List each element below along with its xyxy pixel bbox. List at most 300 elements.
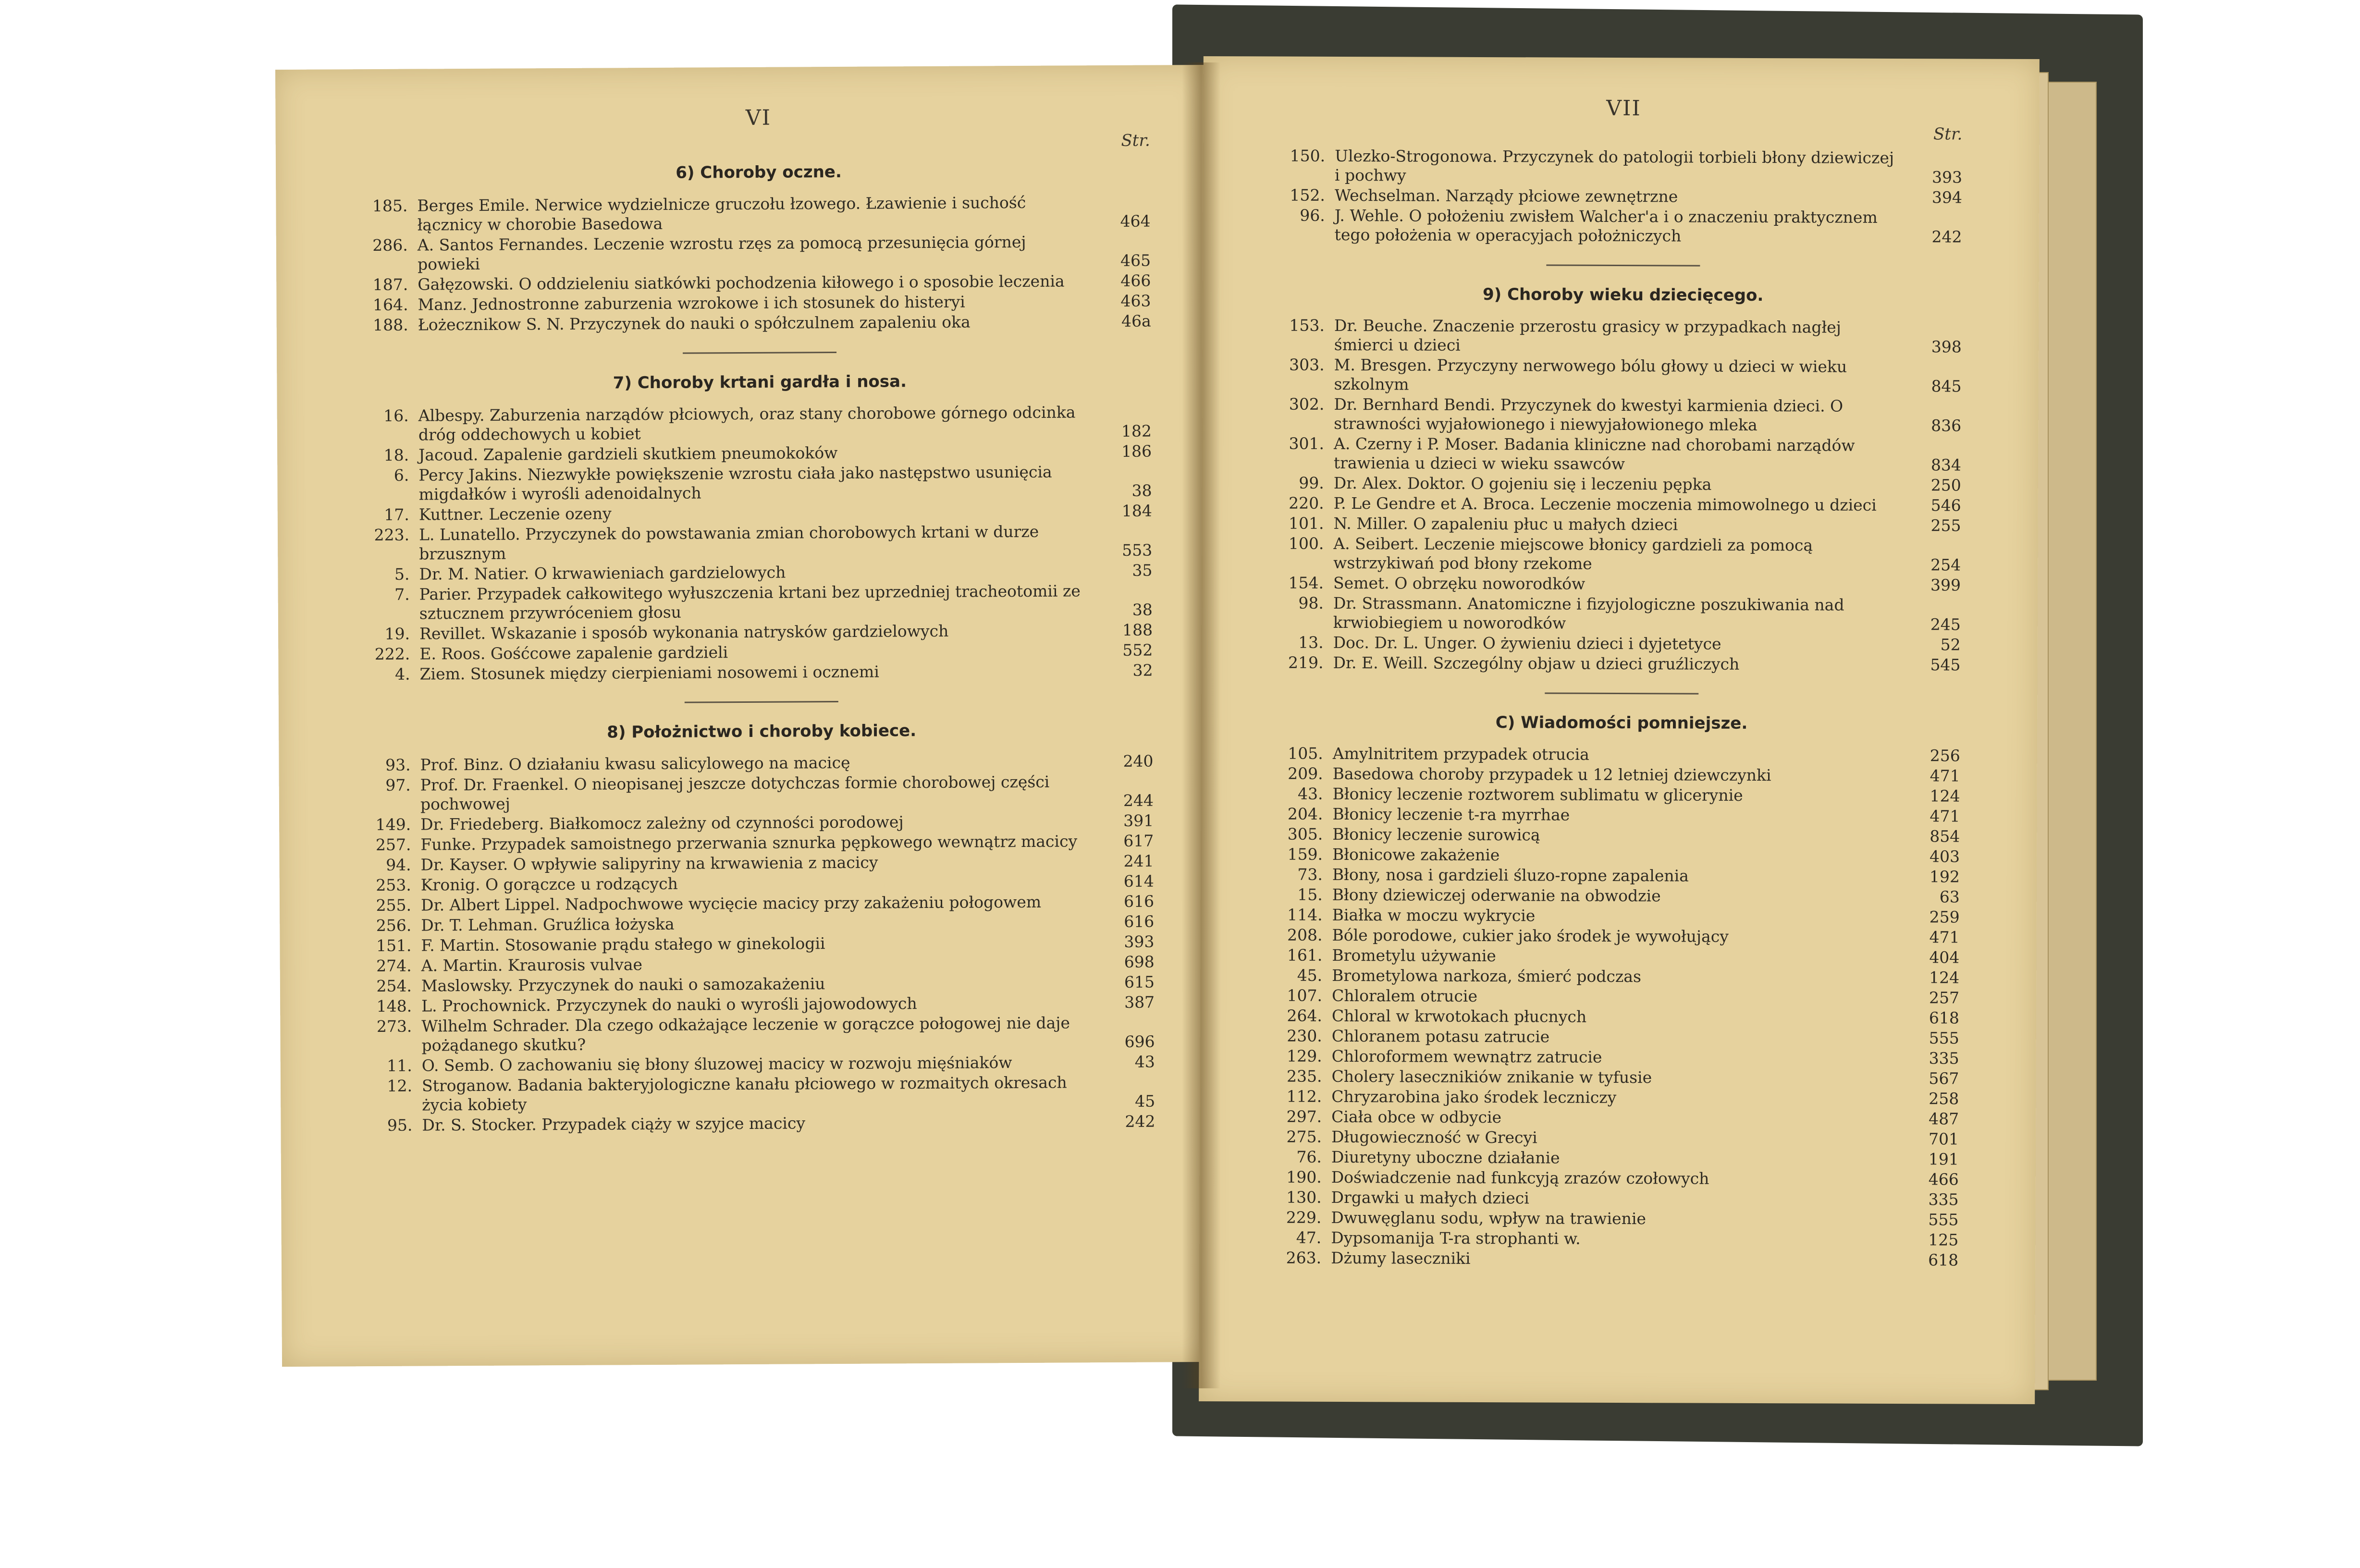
entry-title: Diuretyny uboczne działanie <box>1331 1147 1560 1167</box>
entry-number: 17. <box>384 505 409 524</box>
index-entry <box>1281 1249 1958 1270</box>
index-entry <box>1281 1228 1958 1250</box>
entry-page: 854 <box>1930 827 1960 846</box>
entry-page: 618 <box>1929 1008 1959 1028</box>
entry-number: 208. <box>1287 925 1323 944</box>
index-entry <box>1281 1127 1959 1149</box>
entry-title: Revillet. Wskazanie i sposób wykonania natrysków gardzielowych <box>419 621 949 643</box>
entry-number: 154. <box>1288 573 1324 592</box>
entry-page: 399 <box>1930 576 1961 595</box>
entry-number: 256. <box>376 916 412 935</box>
entry-title: Percy Jakins. Niezwykłe powiększenie wzrostu ciała jako następstwo usunięcia migdałków i wyrośli adenoidalnych <box>418 462 1052 504</box>
index-entry <box>1281 1188 1959 1210</box>
index-entry <box>369 581 1153 624</box>
index-entry <box>1282 825 1960 846</box>
entry-number: 187. <box>372 275 408 294</box>
index-entry <box>369 641 1153 664</box>
entry-number: 100. <box>1288 534 1324 553</box>
entry-number: 112. <box>1286 1087 1322 1106</box>
index-entry <box>1284 494 1961 515</box>
entry-title: Wilhelm Schrader. Dla czego odkażające leczenie w gorączce połogowej nie daje pożądanego skutku? <box>421 1013 1070 1055</box>
entry-title: Stroganow. Badania bakteryjologiczne kanału płciowego w rozmaitych okresach życia kobiety <box>421 1073 1067 1115</box>
entry-title: N. Miller. O zapaleniu płuc u małych dzieci <box>1333 514 1678 534</box>
entry-title: Dypsomanija T-ra strophanti w. <box>1331 1228 1581 1248</box>
entry-number: 5. <box>394 564 410 584</box>
entry-page: 836 <box>1931 416 1962 435</box>
index-entry <box>368 312 1151 335</box>
index-entry <box>368 232 1151 275</box>
entry-title: Doświadczenie nad funkcyją zrazów czołowych <box>1331 1167 1709 1188</box>
entry-title: Dr. Alex. Doktor. O gojeniu się i leczeniu pępka <box>1333 473 1712 494</box>
entry-number: 98. <box>1298 593 1324 612</box>
entry-title: Ciała obce w odbycie <box>1331 1107 1502 1127</box>
entry-page: 125 <box>1928 1230 1959 1250</box>
entry-title: Kuttner. Leczenie ozeny <box>418 504 612 524</box>
index-entry <box>368 271 1151 295</box>
index-entry <box>1284 395 1961 436</box>
entry-page: 614 <box>1123 871 1154 891</box>
entry-number: 204. <box>1287 804 1323 823</box>
entry-number: 190. <box>1286 1167 1322 1187</box>
entry-title: Łożecznikow S. N. Przyczynek do nauki o spółczulnem zapaleniu oka <box>418 312 971 334</box>
entry-title: Dżumy laseczniki <box>1331 1248 1471 1268</box>
entry-number: 263. <box>1286 1248 1322 1267</box>
index-entry <box>370 832 1154 855</box>
entry-title: Chryzarobina jako środek leczniczy <box>1331 1087 1617 1107</box>
entry-page: 256 <box>1930 746 1960 765</box>
entry-number: 45. <box>1297 966 1323 985</box>
entry-title: Dwuwęglanu sodu, wpływ na trawienie <box>1331 1208 1647 1228</box>
section-title: 6) Choroby oczne. <box>676 162 842 183</box>
entry-page: 465 <box>1120 251 1151 270</box>
entry-number: 73. <box>1297 865 1323 884</box>
entry-page: 245 <box>1930 615 1961 634</box>
entry-title: A. Seibert. Leczenie miejscowe błonicy gardzieli za pomocą wstrzykiwań pod błony rzekome <box>1333 534 1813 573</box>
entry-page: 391 <box>1123 811 1154 830</box>
left-page-sections <box>367 161 1155 1136</box>
entry-number: 254. <box>376 976 412 996</box>
entry-number: 223. <box>374 525 410 545</box>
entry-page: 188 <box>1122 620 1153 639</box>
section-divider <box>1545 692 1698 694</box>
entry-number: 4. <box>394 664 410 684</box>
entry-title: Funke. Przypadek samoistnego przerwania sznurka pępkowego wewnątrz macicy <box>420 832 1078 854</box>
index-entry <box>369 561 1152 585</box>
entry-number: 114. <box>1287 905 1323 924</box>
entry-page: 616 <box>1123 892 1155 911</box>
entry-page: 182 <box>1121 421 1152 441</box>
index-entry <box>1283 744 1960 766</box>
entry-page: 463 <box>1120 291 1151 310</box>
entry-page: 184 <box>1121 501 1152 520</box>
entry-number: 130. <box>1286 1188 1322 1207</box>
entry-page: 259 <box>1929 907 1960 927</box>
entry-title: Dr. T. Lehman. Gruźlica łożyska <box>421 914 675 935</box>
entry-title: Prof. Binz. O działaniu kwasu salicylowego na macicę <box>420 753 850 774</box>
entry-page: 258 <box>1929 1089 1959 1108</box>
entry-title: Dr. Albert Lippel. Nadpochwowe wycięcie macicy przy zakażeniu połogowem <box>420 892 1042 915</box>
index-entry <box>367 193 1150 235</box>
entry-number: 219. <box>1288 653 1324 672</box>
entry-page: 257 <box>1929 988 1960 1007</box>
entry-number: 13. <box>1298 633 1324 652</box>
index-entry <box>1284 316 1962 357</box>
right-page-sections <box>1281 284 1962 1270</box>
entry-number: 286. <box>372 235 408 255</box>
section-title: C) Wiadomości pomniejsze. <box>1495 713 1748 733</box>
entry-number: 97. <box>385 775 411 795</box>
entry-page: 552 <box>1122 640 1153 660</box>
index-entry <box>371 1013 1155 1056</box>
entry-number: 149. <box>375 815 411 834</box>
right-page <box>1199 56 2040 1404</box>
index-entry <box>1281 1107 1959 1129</box>
entry-number: 230. <box>1287 1026 1322 1045</box>
entry-title: Chloroformem wewnątrz zatrucie <box>1331 1046 1602 1066</box>
entry-page: 398 <box>1931 337 1962 356</box>
entry-title: Berges Emile. Nerwice wydzielnicze gruczołu łzowego. Łzawienie i suchość łącznicy w chorobie Basedowa <box>417 193 1026 234</box>
entry-number: 253. <box>376 875 411 895</box>
entry-title: Jacoud. Zapalenie gardzieli skutkiem pneumokoków <box>418 443 838 465</box>
index-entry <box>1284 474 1961 495</box>
entry-number: 94. <box>386 855 411 874</box>
index-entry <box>371 973 1155 996</box>
entry-number: 43. <box>1297 784 1323 803</box>
entry-page: 616 <box>1124 912 1155 931</box>
page-column-label: Str. <box>1121 131 1150 150</box>
index-entry <box>370 752 1153 775</box>
entry-number: 302. <box>1289 394 1325 414</box>
entry-title: Błonicowe zakażenie <box>1332 845 1500 865</box>
entry-title: A. Czerny i P. Moser. Badania kliniczne nad chorobami narządów trawienia u dzieci w wieku ssawców <box>1333 434 1855 474</box>
index-entry <box>371 912 1154 936</box>
entry-page: 32 <box>1132 661 1153 680</box>
entry-number: 76. <box>1296 1147 1322 1166</box>
index-entry <box>1282 1006 1959 1028</box>
entry-page: 487 <box>1929 1109 1959 1128</box>
entry-page: 698 <box>1124 952 1155 971</box>
entry-title: Wechselman. Narządy płciowe zewnętrzne <box>1334 185 1678 206</box>
entry-number: 150. <box>1290 146 1326 165</box>
entry-page: 393 <box>1931 168 1963 187</box>
index-entry <box>1282 926 1959 947</box>
entry-title: Cholery lasecznikiów znikanie w tyfusie <box>1331 1066 1652 1087</box>
entry-page: 845 <box>1931 377 1962 396</box>
section-title: 7) Choroby krtani gardła i nosa. <box>613 372 907 393</box>
index-entry <box>1282 946 1959 968</box>
entry-number: 6. <box>393 466 409 485</box>
section-divider <box>685 701 838 703</box>
entry-page: 555 <box>1929 1029 1959 1048</box>
entry-title: Dr. Beuche. Znaczenie przerostu grasicy w przypadkach nagłej śmierci u dzieci <box>1334 316 1842 355</box>
index-entry <box>1283 633 1961 655</box>
entry-title: M. Bresgen. Przyczyny nerwowego bólu głowy u dzieci w wieku szkolnym <box>1334 355 1847 394</box>
entry-number: 15. <box>1297 885 1323 904</box>
entry-page: 242 <box>1931 227 1962 246</box>
entry-page: 567 <box>1929 1069 1959 1088</box>
entry-number: 164. <box>372 295 408 315</box>
entry-page: 241 <box>1123 851 1154 870</box>
entry-title: P. Le Gendre et A. Broca. Leczenie moczenia mimowolnego u dzieci <box>1333 493 1877 514</box>
entry-title: Brometylowa narkoza, śmierć podczas <box>1332 966 1641 986</box>
entry-number: 161. <box>1287 945 1323 965</box>
entry-title: Dr. S. Stocker. Przypadek ciąży w szyjce macicy <box>422 1114 806 1135</box>
entry-title: L. Prochownick. Przyczynek do nauki o wyrośli jajowodowych <box>421 994 917 1016</box>
open-book <box>259 10 2143 1441</box>
entry-number: 105. <box>1288 744 1323 763</box>
page-column-label: Str. <box>1933 124 1963 144</box>
entry-title: Białka w moczu wykrycie <box>1332 905 1536 925</box>
entry-title: Dr. Bernhard Bendi. Przyczynek do kwestyi karmienia dzieci. O strawności wyjałowionego i niewyjałowionego mleka <box>1334 394 1844 435</box>
entry-number: 185. <box>372 196 408 216</box>
entry-page: 696 <box>1124 1032 1155 1051</box>
entry-page: 186 <box>1121 441 1152 461</box>
entry-page: 124 <box>1930 786 1960 806</box>
entry-number: 274. <box>376 956 412 976</box>
entry-page: 250 <box>1930 476 1961 495</box>
entry-number: 303. <box>1289 355 1325 374</box>
entry-title: Gałęzowski. O oddzieleniu siatkówki pochodzenia kiłowego i o sposobie leczenia <box>418 271 1065 294</box>
index-entry <box>369 403 1152 445</box>
entry-title: Parier. Przypadek całkowitego wyłuszczenia krtani bez uprzedniej tracheotomii ze sztucznem przywróceniem głosu <box>419 581 1081 623</box>
index-entry <box>1282 1047 1959 1068</box>
entry-number: 107. <box>1287 986 1323 1005</box>
entry-number: 12. <box>387 1076 413 1095</box>
section-title: 9) Choroby wieku dziecięcego. <box>1482 285 1764 306</box>
index-entry <box>369 661 1153 685</box>
index-entry <box>1284 355 1961 396</box>
entry-number: 148. <box>376 996 412 1016</box>
index-entry <box>1285 186 1962 208</box>
index-entry <box>371 993 1155 1017</box>
entry-number: 305. <box>1287 824 1323 844</box>
entry-title: O. Semb. O zachowaniu się błony śluzowej macicy w rozwoju mięśniaków <box>421 1053 1012 1075</box>
entry-page: 255 <box>1930 516 1961 535</box>
entry-page: 244 <box>1123 791 1154 810</box>
entry-page: 192 <box>1929 867 1960 886</box>
entry-page: 546 <box>1930 496 1961 515</box>
index-entry <box>371 932 1154 956</box>
entry-number: 222. <box>374 644 410 664</box>
entry-title: Bóle porodowe, cukier jako środek je wywołujący <box>1332 925 1729 946</box>
entry-page: 545 <box>1930 655 1961 674</box>
entry-title: Doc. Dr. L. Unger. O żywieniu dzieci i dyjetetyce <box>1333 633 1721 653</box>
section-title: 8) Położnictwo i choroby kobiece. <box>607 721 917 742</box>
entry-title: Chloranem potasu zatrucie <box>1331 1026 1550 1046</box>
index-entry <box>369 502 1152 525</box>
entry-title: E. Roos. Gośćcowe zapalenie gardzieli <box>419 643 728 663</box>
entry-number: 297. <box>1286 1107 1322 1126</box>
page-number: VII <box>1606 96 1641 121</box>
index-entry <box>1283 574 1961 595</box>
index-entry <box>1282 805 1960 826</box>
entry-number: 235. <box>1286 1066 1322 1086</box>
index-entry <box>1281 1148 1959 1169</box>
entry-number: 96. <box>1300 206 1325 225</box>
entry-number: 101. <box>1288 514 1324 533</box>
entry-page: 38 <box>1132 600 1153 619</box>
index-entry <box>1281 1168 1959 1189</box>
entry-title: Ziem. Stosunek między cierpieniami nosowemi i ocznemi <box>419 662 879 684</box>
index-entry <box>369 621 1153 644</box>
entry-title: Chloralem otrucie <box>1332 986 1478 1005</box>
index-entry <box>1283 514 1961 536</box>
entry-title: Długowieczność w Grecyi <box>1331 1127 1537 1147</box>
entry-page: 701 <box>1928 1129 1959 1149</box>
index-entry <box>372 1112 1155 1136</box>
entry-number: 19. <box>384 624 410 643</box>
entry-title: Amylnitritem przypadek otrucia <box>1332 744 1589 764</box>
entry-page: 38 <box>1131 481 1152 500</box>
index-entry <box>1281 1067 1959 1089</box>
entry-page: 45 <box>1135 1091 1155 1111</box>
book-gutter <box>1182 62 1220 1388</box>
index-entry <box>1282 865 1960 887</box>
entry-page: 618 <box>1928 1250 1959 1270</box>
entry-number: 47. <box>1296 1228 1322 1247</box>
index-entry <box>1285 147 1962 187</box>
index-entry <box>1285 206 1962 247</box>
entry-page: 387 <box>1124 992 1155 1012</box>
entry-page: 254 <box>1930 555 1961 575</box>
entry-page: 43 <box>1134 1052 1155 1071</box>
entry-title: Dr. Strassmann. Anatomiczne i fizyjologiczne poszukiwania nad krwiobiegiem u noworodków <box>1333 593 1844 633</box>
entry-page: 471 <box>1930 766 1960 785</box>
entry-number: 255. <box>376 895 412 915</box>
entry-title: Dr. E. Weill. Szczególny objaw u dzieci gruźliczych <box>1333 653 1740 674</box>
index-entry <box>370 772 1154 815</box>
entry-number: 159. <box>1287 845 1323 864</box>
entry-title: Dr. Friedeberg. Białkomocz zależny od czynności porodowej <box>420 812 904 834</box>
entry-page: 335 <box>1929 1049 1959 1068</box>
index-entry <box>1282 1027 1959 1048</box>
entry-number: 7. <box>394 585 410 604</box>
index-entry <box>1283 594 1961 635</box>
entry-page: 124 <box>1929 968 1960 987</box>
entry-number: 188. <box>373 315 408 335</box>
entry-number: 95. <box>387 1115 413 1135</box>
entry-number: 264. <box>1287 1006 1322 1025</box>
entry-title: Błonicy leczenie surowicą <box>1332 824 1540 845</box>
entry-number: 273. <box>376 1017 412 1036</box>
entry-title: Kronig. O gorączce u rodzących <box>420 874 678 894</box>
index-entry <box>369 522 1152 564</box>
entry-page: 242 <box>1125 1112 1155 1131</box>
entry-page: 240 <box>1123 751 1154 771</box>
entry-page: 63 <box>1939 887 1960 906</box>
entry-page: 393 <box>1124 932 1155 951</box>
index-entry <box>1282 906 1960 927</box>
index-entry <box>1282 986 1959 1008</box>
section-divider <box>1546 264 1700 266</box>
entry-page: 615 <box>1124 972 1155 992</box>
entry-number: 209. <box>1288 764 1323 783</box>
entry-number: 16. <box>383 406 409 425</box>
section-divider <box>683 352 836 354</box>
entry-page: 471 <box>1930 807 1960 826</box>
entry-page: 35 <box>1132 561 1153 580</box>
entry-page: 471 <box>1929 928 1960 947</box>
entry-title: L. Lunatello. Przyczynek do powstawania zmian chorobowych krtani w durze brzusznym <box>418 522 1039 564</box>
entry-page: 404 <box>1929 948 1960 967</box>
entry-title: Brometylu używanie <box>1332 945 1496 966</box>
entry-page: 394 <box>1931 188 1962 207</box>
entry-page: 52 <box>1940 635 1961 654</box>
index-entry <box>371 953 1155 976</box>
index-entry <box>1283 653 1960 675</box>
entry-number: 275. <box>1286 1127 1322 1146</box>
entry-title: J. Wehle. O położeniu zwisłem Walcher'a i o znaczeniu praktycznem tego położenia w operacyjach położniczych <box>1334 206 1878 245</box>
left-page <box>275 65 1214 1367</box>
index-entry <box>1283 534 1961 575</box>
entry-title: A. Martin. Kraurosis vulvae <box>421 955 643 975</box>
entry-number: 93. <box>385 755 411 774</box>
entry-page: 466 <box>1928 1170 1959 1189</box>
entry-number: 229. <box>1286 1208 1322 1227</box>
entry-page: 335 <box>1928 1190 1959 1209</box>
entry-page: 834 <box>1930 455 1961 475</box>
entry-title: A. Santos Fernandes. Leczenie wzrostu rzęs za pomocą przesunięcia górnej powieki <box>417 232 1026 274</box>
entry-title: Basedowa choroby przypadek u 12 letniej dziewczynki <box>1332 764 1771 785</box>
entry-title: Błonicy leczenie roztworem sublimatu w glicerynie <box>1332 784 1743 805</box>
entry-title: Semet. O obrzęku noworodków <box>1333 573 1586 593</box>
index-entry <box>371 892 1154 916</box>
index-entry <box>1283 764 1960 786</box>
entry-page: 617 <box>1123 831 1154 850</box>
index-entry <box>369 462 1152 505</box>
entry-page: 466 <box>1120 271 1151 290</box>
entry-number: 257. <box>375 835 411 855</box>
entry-title: Dr. M. Natier. O krwawieniach gardzielowych <box>419 563 786 584</box>
entry-title: Drgawki u małych dzieci <box>1331 1188 1529 1208</box>
entry-page: 403 <box>1930 847 1960 866</box>
index-entry <box>370 811 1154 835</box>
index-entry <box>372 1053 1155 1076</box>
entry-page: 191 <box>1928 1150 1959 1169</box>
entry-page: 555 <box>1928 1210 1959 1229</box>
index-entry <box>368 292 1151 315</box>
entry-number: 220. <box>1289 493 1324 513</box>
index-entry <box>1281 1208 1958 1230</box>
page-number: VI <box>745 105 772 130</box>
entry-number: 152. <box>1290 185 1325 205</box>
entry-title: Manz. Jednostronne zaburzenia wzrokowe i ich stosunek do histeryi <box>418 292 965 314</box>
entry-number: 151. <box>376 936 412 956</box>
entry-title: Maslowsky. Przyczynek do nauki o samozakażeniu <box>421 974 825 995</box>
entry-title: Chloral w krwotokach płucnych <box>1331 1006 1587 1026</box>
entry-title: Albespy. Zaburzenia narządów płciowych, oraz stany chorobowe górnego odcinka dróg oddechowych u kobiet <box>418 403 1076 444</box>
entry-title: Prof. Dr. Fraenkel. O nieopisanej jeszcze dotychczas formie chorobowej części pochwowej <box>420 772 1050 814</box>
entry-number: 129. <box>1287 1046 1322 1066</box>
entry-number: 301. <box>1289 434 1325 453</box>
index-entry <box>371 872 1154 895</box>
entry-number: 11. <box>387 1056 412 1075</box>
entry-number: 153. <box>1289 316 1325 335</box>
entry-number: 18. <box>383 445 409 465</box>
entry-number: 99. <box>1299 473 1324 492</box>
index-entry <box>1282 885 1960 907</box>
index-entry <box>369 442 1152 466</box>
index-entry <box>372 1073 1155 1115</box>
index-entry <box>1281 1087 1959 1109</box>
entry-page: 464 <box>1120 211 1151 231</box>
entry-page: 553 <box>1122 540 1153 560</box>
index-entry <box>1282 966 1959 988</box>
entry-title: Błony dziewiczej oderwanie na obwodzie <box>1332 885 1661 906</box>
entry-title: Błonicy leczenie t-ra myrrhae <box>1332 804 1570 824</box>
index-entry <box>371 852 1154 875</box>
entry-title: Ulezko-Strogonowa. Przyczynek do patologii torbieli błony dziewiczej i pochwy <box>1334 146 1894 185</box>
